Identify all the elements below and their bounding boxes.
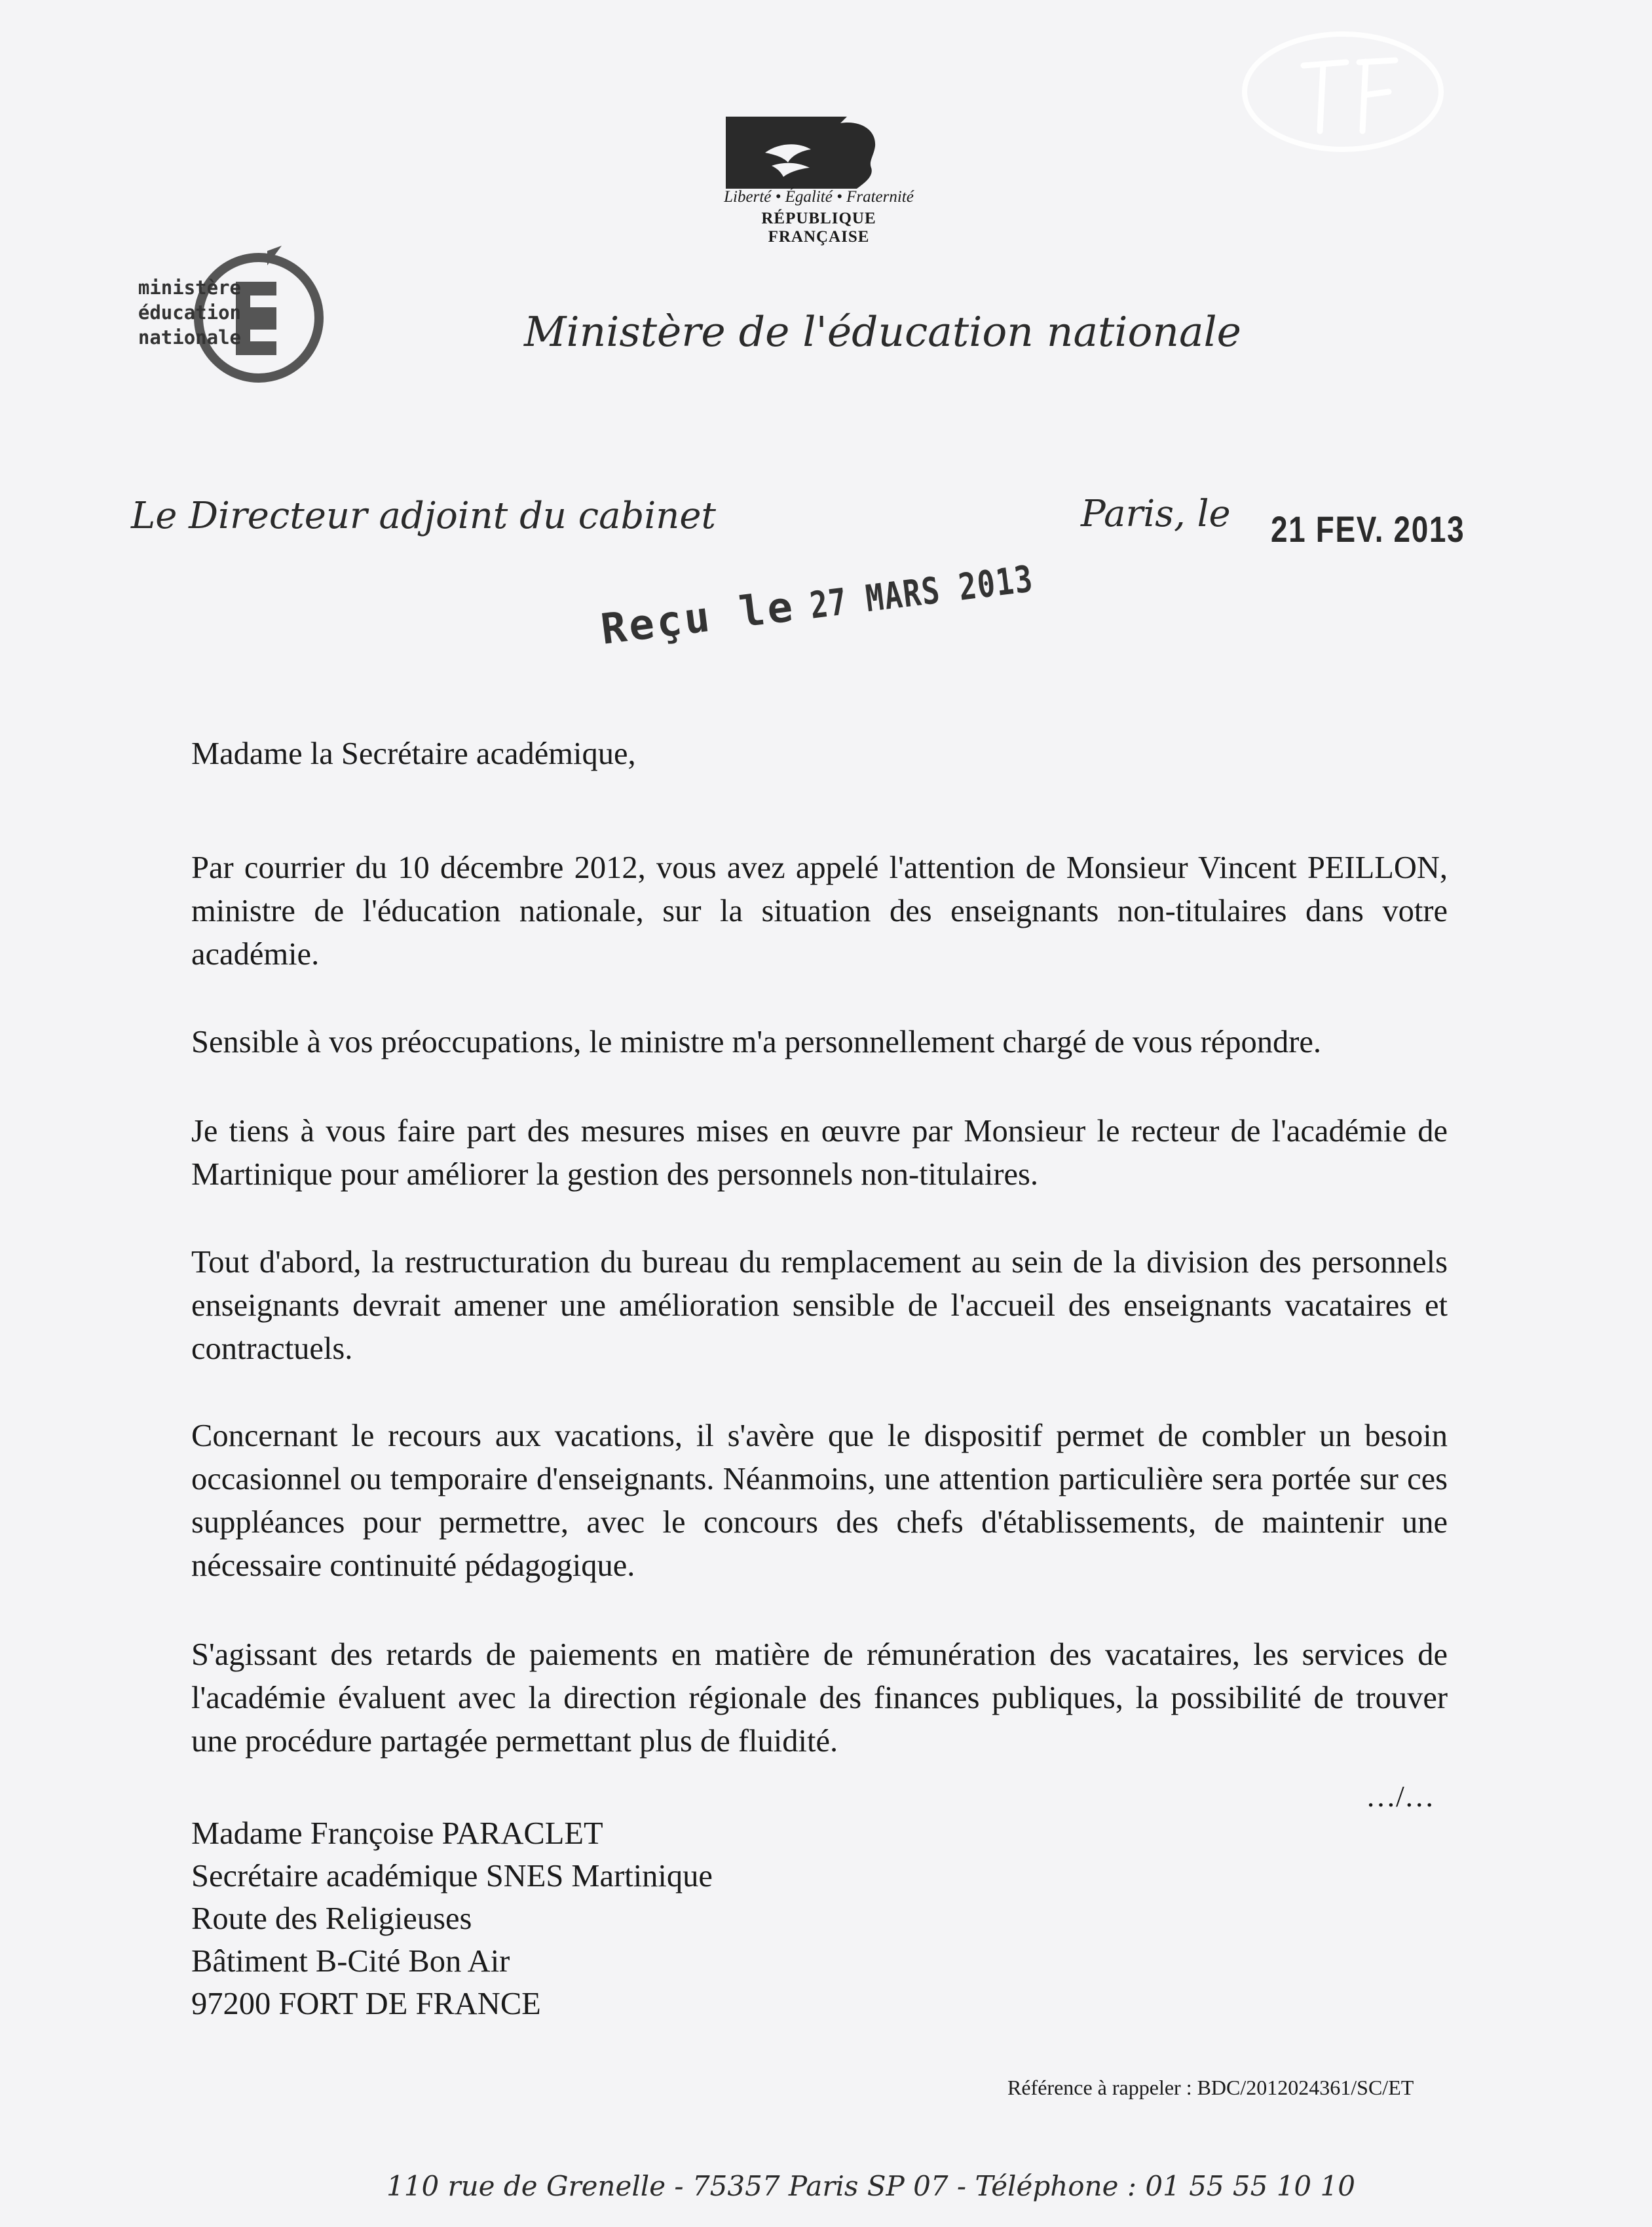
received-stamp	[598, 546, 1091, 655]
received-date: 27 MARS 2013	[808, 558, 1036, 628]
body-paragraph: Par courrier du 10 décembre 2012, vous avez appelé l'attention de Monsieur Vincent PEILLON, ministre de l'éducation nationale, sur la situation des enseignants non-titulaires dans votre académie.	[191, 850, 1448, 972]
footer-address: 110 rue de Grenelle - 75357 Paris SP 07 - Téléphone : 01 55 55 10 10	[386, 2170, 1355, 2202]
recipient-line: Route des Religieuses	[191, 1901, 472, 1936]
recipient-line: Madame Françoise PARACLET	[191, 1816, 603, 1851]
salutation: Madame la Secrétaire académique,	[191, 736, 636, 771]
logo-line: nationale	[138, 326, 241, 349]
place-label: Paris, le	[1081, 493, 1231, 535]
body-paragraph: Je tiens à vous faire part des mesures mises en œuvre par Monsieur le recteur de l'académie de Martinique pour améliorer la gestion des personnels non-titulaires.	[191, 1114, 1448, 1192]
body-paragraph: S'agissant des retards de paiements en matière de rémunération des vacataires, les services de l'académie évaluent avec la direction régionale des finances publiques, la possibilité de trouver une procédure partagée permettant plus de fluidité.	[191, 1637, 1448, 1759]
received-label: Reçu le	[598, 582, 798, 655]
reference-number: Référence à rappeler : BDC/2012024361/SC/ET	[1007, 2076, 1414, 2099]
body-paragraph: Sensible à vos préoccupations, le ministre m'a personnellement chargé de vous répondre.	[191, 1025, 1322, 1059]
body-paragraph: Concernant le recours aux vacations, il s'avère que le dispositif permet de combler un besoin occasionnel ou temporaire d'enseignants. Néanmoins, une attention particulière sera portée sur ces suppléances pour permettre, avec le concours des chefs d'établissements, de maintenir une nécessaire continuité pédagogique.	[191, 1418, 1448, 1583]
logo-line: éducation	[138, 301, 241, 324]
marianne-logo	[726, 117, 910, 189]
recipient-line: Bâtiment B-Cité Bon Air	[191, 1944, 510, 1979]
ministry-heading: Ministère de l'éducation nationale	[524, 308, 1241, 356]
ministry-logo-text	[128, 275, 241, 350]
logo-line: ministère	[138, 276, 241, 299]
recipient-line: 97200 FORT DE FRANCE	[191, 1987, 541, 2021]
recipient-address	[191, 1812, 713, 2025]
handwritten-initials-mark	[1231, 26, 1448, 164]
republic-motto: Liberté • Égalité • Fraternité	[724, 188, 914, 206]
continuation-mark: …/…	[1366, 1780, 1435, 1813]
date-stamp: 21 FEV. 2013	[1271, 508, 1465, 550]
recipient-line: Secrétaire académique SNES Martinique	[191, 1859, 713, 1894]
republic-name: RÉPUBLIQUE FRANÇAISE	[761, 210, 876, 246]
signatory-title: Le Directeur adjoint du cabinet	[131, 495, 717, 537]
body-paragraph: Tout d'abord, la restructuration du bureau du remplacement au sein de la division des personnels enseignants devrait amener une amélioration sensible de l'accueil des enseignants vacataires et contractuels.	[191, 1245, 1448, 1366]
